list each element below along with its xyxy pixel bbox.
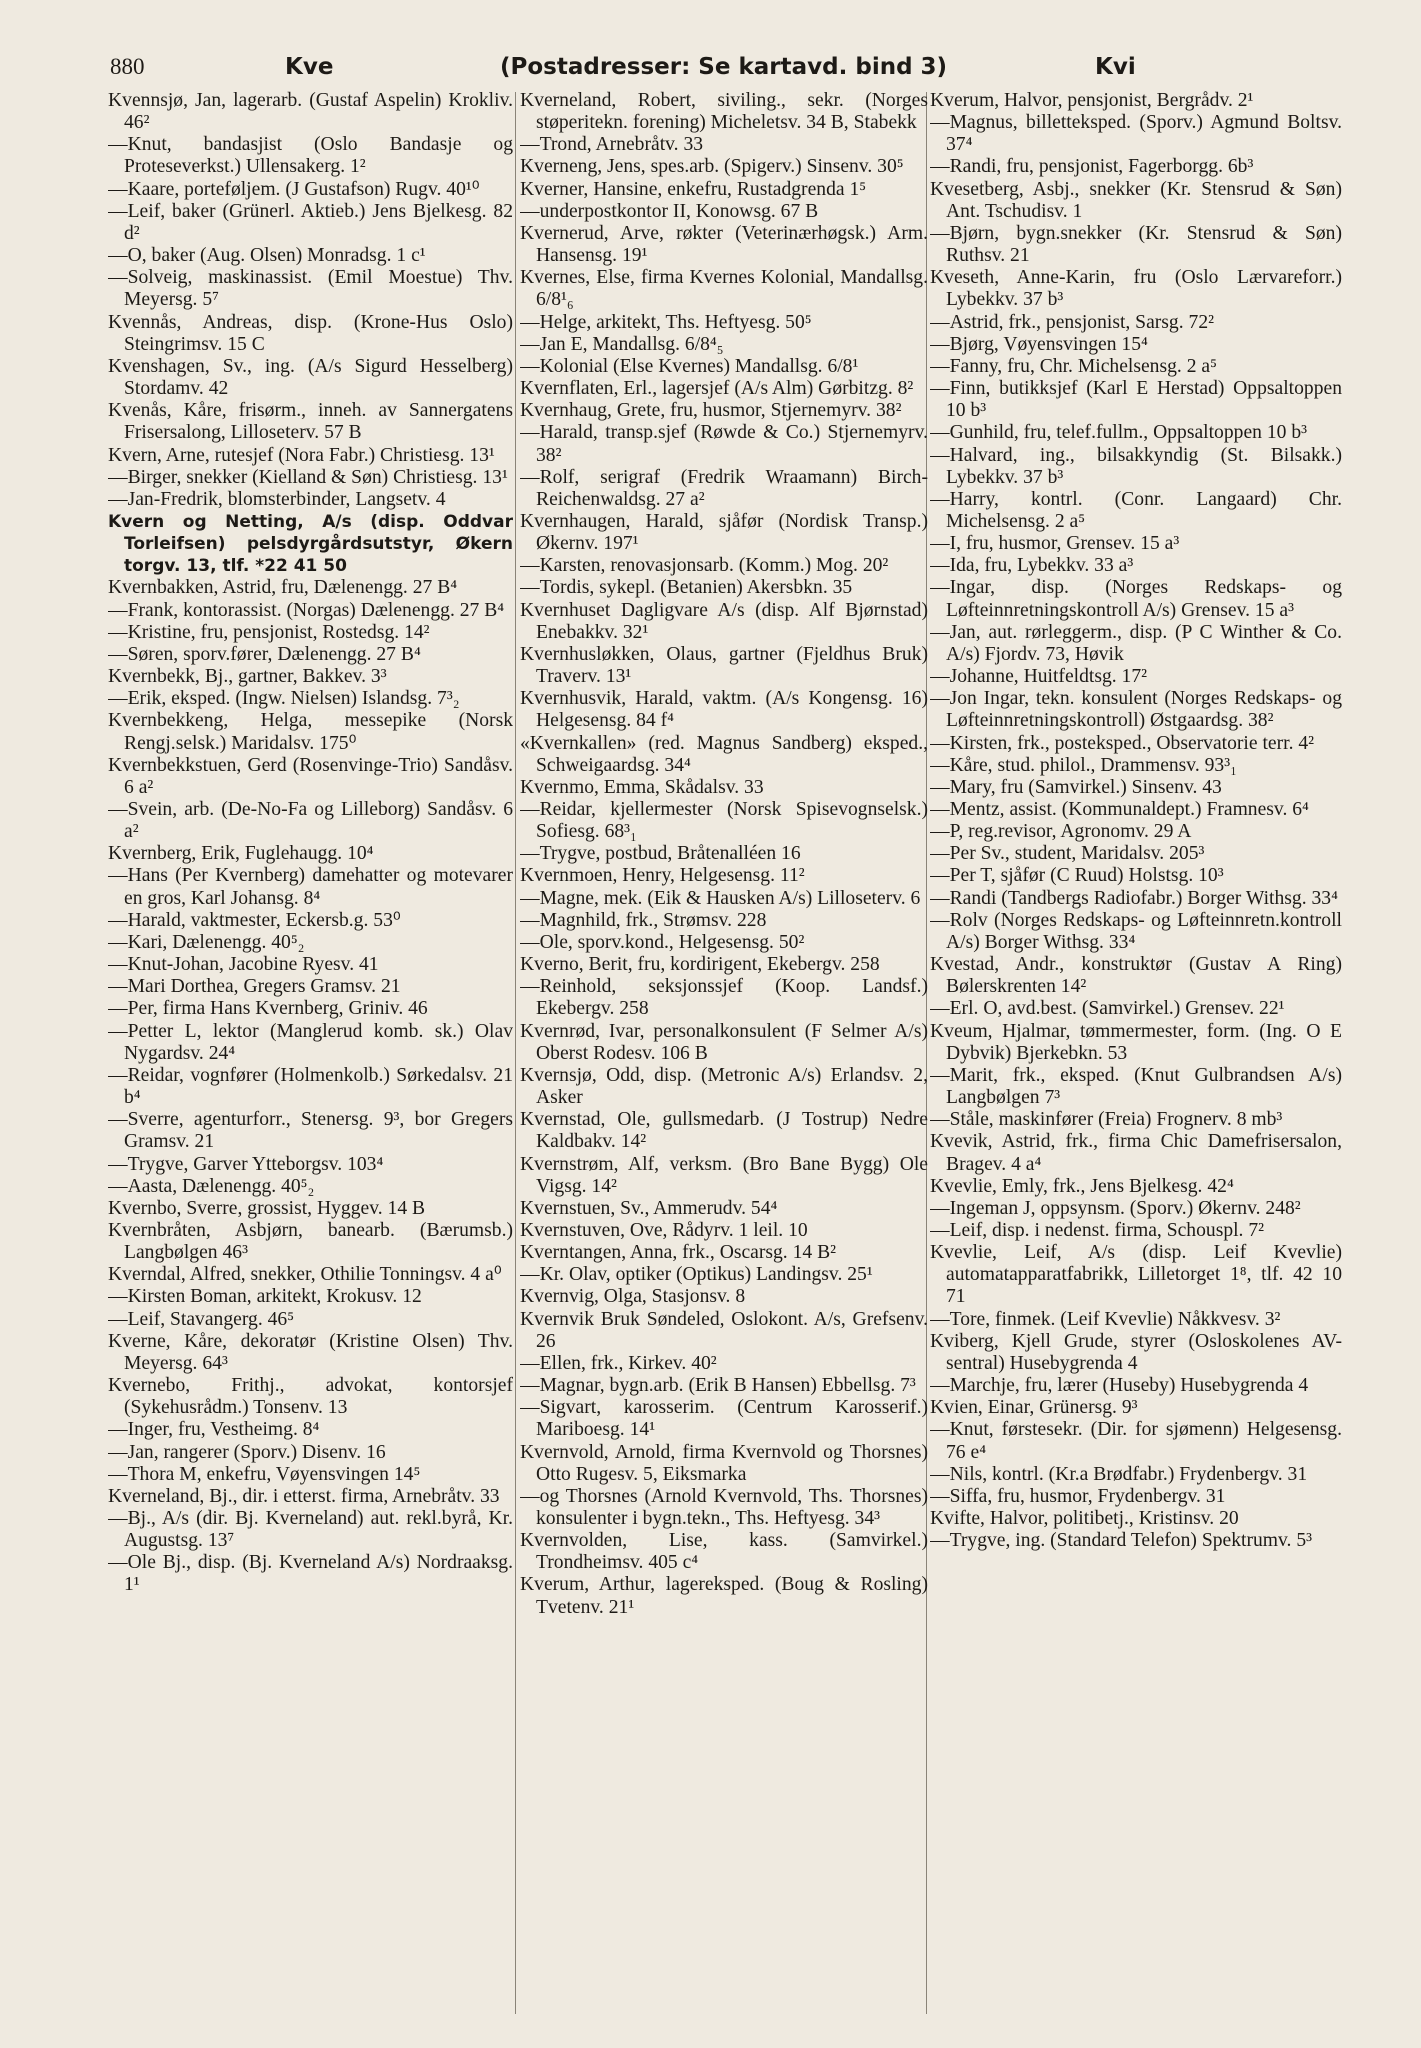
directory-entry: Kvernbo, Sverre, grossist, Hyggev. 14 B <box>108 1197 426 1219</box>
directory-entry: —Randi, fru, pensjonist, Fagerborgg. 6b³ <box>930 156 1254 178</box>
directory-entry: Kverno, Berit, fru, kordirigent, Ekebergv. 258 <box>520 954 880 976</box>
directory-entry: —Petter L, lektor (Manglerud komb. sk.) Olav Nygardsv. 24⁴ <box>108 1020 513 1064</box>
directory-entry: —Tore, finmek. (Leif Kvevlie) Nåkkvesv. 3² <box>930 1308 1281 1330</box>
directory-entry: —Reinhold, seksjonssjef (Koop. Landsf.) Ekebergv. 258 <box>520 976 928 1020</box>
directory-entry: —Nils, kontrl. (Kr.a Brødfabr.) Frydenbergv. 31 <box>930 1463 1308 1485</box>
directory-entry: Kveum, Hjalmar, tømmermester, form. (Ing. O E Dybvik) Bjerkebkn. 53 <box>930 1020 1342 1064</box>
directory-column-3 <box>930 90 1342 2020</box>
directory-entry: —Halvard, ing., bilsakkyndig (St. Bilsakk.) Lybekkv. 37 b³ <box>930 444 1342 488</box>
directory-entry: Kverneland, Robert, siviling., sekr. (Norges støperitekn. forening) Micheletsv. 34 B, Stabekk <box>520 90 928 134</box>
directory-entry: Kvernbakken, Astrid, fru, Dælenengg. 27 B⁴ <box>108 577 458 599</box>
directory-entry: Kvernstuen, Sv., Ammerudv. 54⁴ <box>520 1197 778 1219</box>
directory-entry: —Birger, snekker (Kielland & Søn) Christiesg. 13¹ <box>108 466 508 488</box>
directory-entry: —Søren, sporv.fører, Dælenengg. 27 B⁴ <box>108 643 421 665</box>
directory-entry: —Kaare, porteføljem. (J Gustafson) Rugv. 40¹⁰ <box>108 178 480 200</box>
directory-entry: —Magnus, billetteksped. (Sporv.) Agmund Boltsv. 37⁴ <box>930 112 1342 156</box>
directory-entry: —Kåre, stud. philol., Drammensv. 93³₁ <box>930 754 1237 776</box>
directory-entry: Kvernerud, Arve, røkter (Veterinærhøgsk.) Arm. Hansensg. 19¹ <box>520 222 928 267</box>
directory-entry: —Kristine, fru, pensjonist, Rostedsg. 14² <box>108 621 430 643</box>
directory-entry: Kvernebo, Frithj., advokat, kontorsjef (Sykehusrådm.) Tonsenv. 13 <box>108 1375 513 1419</box>
directory-entry: —Harry, kontrl. (Conr. Langaard) Chr. Michelsensg. 2 a⁵ <box>930 488 1342 532</box>
directory-entry: —Jon Ingar, tekn. konsulent (Norges Redskaps- og Løfteinnretningskontroll) Østgaardsg. 38² <box>930 688 1342 732</box>
directory-entry: —Trygve, Garver Ytteborgsv. 103⁴ <box>108 1153 384 1175</box>
directory-entry: Kvernvig, Olga, Stasjonsv. 8 <box>520 1286 746 1308</box>
directory-entry: Kvevlie, Emly, frk., Jens Bjelkesg. 42⁴ <box>930 1175 1234 1197</box>
directory-entry: —Knut-Johan, Jacobine Ryesv. 41 <box>108 954 379 976</box>
directory-entry: —Helge, arkitekt, Ths. Heftyesg. 50⁵ <box>520 311 812 333</box>
directory-entry: —underpostkontor II, Konowsg. 67 B <box>520 200 819 222</box>
directory-entry: Kviberg, Kjell Grude, styrer (Osloskolenes AV-sentral) Husebygrenda 4 <box>930 1330 1342 1374</box>
directory-entry: Kvernstrøm, Alf, verksm. (Bro Bane Bygg) Ole Vigsg. 14² <box>520 1153 928 1197</box>
directory-entry: —Rolf, serigraf (Fredrik Wraamann) Birch-Reichenwaldsg. 27 a² <box>520 466 928 510</box>
directory-entry: Kverum, Halvor, pensjonist, Bergrådv. 2¹ <box>930 90 1254 111</box>
directory-entry: Kvestad, Andr., konstruktør (Gustav A Ring) Bølerskrenten 14² <box>930 954 1342 998</box>
directory-entry: —Ståle, maskinfører (Freia) Frognerv. 8 mb³ <box>930 1109 1283 1131</box>
directory-entry: Kvernhusløkken, Olaus, gartner (Fjeldhus Bruk) Traverv. 13¹ <box>520 643 928 688</box>
directory-entry: —Randi (Tandbergs Radiofabr.) Borger Withsg. 33⁴ <box>930 887 1338 909</box>
directory-entry: Kverneng, Jens, spes.arb. (Spigerv.) Sinsenv. 30⁵ <box>520 156 904 178</box>
directory-column-2 <box>520 90 928 2020</box>
directory-entry: —Jan E, Mandallsg. 6/8⁴₅ <box>520 333 724 355</box>
directory-entry: Kvern og Netting, A/s (disp. Oddvar Torleifsen) pelsdyrgårdsutstyr, Økern torgv. 13, tlf. *22 41 50 <box>108 511 513 577</box>
directory-entry: —Kirsten Boman, arkitekt, Krokusv. 12 <box>108 1286 422 1308</box>
directory-entry: Kvernhaug, Grete, fru, husmor, Stjernemyrv. 38² <box>520 400 902 422</box>
directory-entry: —Aasta, Dælenengg. 40⁵₂ <box>108 1175 315 1197</box>
directory-entry: —Rolv (Norges Redskaps- og Løfteinnretn.kontroll A/s) Borger Withsg. 33⁴ <box>930 909 1342 953</box>
directory-entry: —Erl. O, avd.best. (Samvirkel.) Grensev. 22¹ <box>930 998 1285 1020</box>
directory-entry: —I, fru, husmor, Grensev. 15 a³ <box>930 533 1180 555</box>
directory-entry: —Thora M, enkefru, Vøyensvingen 14⁵ <box>108 1463 421 1485</box>
directory-entry: —Knut, bandasjist (Oslo Bandasje og Proteseverkst.) Ullensakerg. 1² <box>108 134 513 178</box>
directory-entry: —Magnhild, frk., Strømsv. 228 <box>520 909 767 931</box>
directory-entry: —Trond, Arnebråtv. 33 <box>520 134 704 156</box>
directory-entry: Kvernvold, Arnold, firma Kvernvold og Thorsnes) Otto Rugesv. 5, Eiksmarka <box>520 1441 928 1485</box>
directory-entry: Kverneland, Bj., dir. i etterst. firma, Arnebråtv. 33 <box>108 1485 500 1507</box>
directory-entry: —Bjørg, Vøyensvingen 15⁴ <box>930 333 1148 355</box>
directory-entry: —Hans (Per Kvernberg) damehatter og motevarer en gros, Karl Johansg. 8⁴ <box>108 865 513 909</box>
directory-entry: Kvernstuven, Ove, Rådyrv. 1 leil. 10 <box>520 1219 808 1241</box>
directory-entry: —Reidar, vognfører (Holmenkolb.) Sørkedalsv. 21 b⁴ <box>108 1064 513 1109</box>
directory-entry: —Sigvart, karosserim. (Centrum Karosserif.) Mariboesg. 14¹ <box>520 1397 928 1441</box>
directory-entry: Kvifte, Halvor, politibetj., Kristinsv. 20 <box>930 1508 1239 1529</box>
directory-entry: Kvernberg, Erik, Fuglehaugg. 10⁴ <box>108 843 374 865</box>
directory-entry: Kvevlie, Leif, A/s (disp. Leif Kvevlie) automatapparatfabrikk, Lilletorget 1⁸, tlf. 42 10 71 <box>930 1242 1342 1308</box>
directory-entry: —Tordis, sykepl. (Betanien) Akersbkn. 35 <box>520 577 853 599</box>
directory-entry: —Magne, mek. (Eik & Hausken A/s) Lilloseterv. 6 <box>520 887 921 909</box>
directory-entry: —Karsten, renovasjonsarb. (Komm.) Mog. 20² <box>520 555 889 577</box>
directory-entry: —Mentz, assist. (Kommunaldept.) Framnesv. 6⁴ <box>930 799 1309 820</box>
directory-entry: —Marchje, fru, lærer (Huseby) Husebygrenda 4 <box>930 1375 1309 1397</box>
header-center-note: (Postadresser: Se kartavd. bind 3) <box>500 54 948 80</box>
directory-entry: —P, reg.revisor, Agronomv. 29 A <box>930 821 1192 843</box>
directory-entry: —Trygve, ing. (Standard Telefon) Spektrumv. 5³ <box>930 1530 1313 1552</box>
directory-entry: —Sverre, agenturforr., Stenersg. 9³, bor Gregers Gramsv. 21 <box>108 1109 513 1153</box>
directory-entry: —O, baker (Aug. Olsen) Monradsg. 1 c¹ <box>108 245 426 267</box>
directory-entry: —Ole Bj., disp. (Bj. Kverneland A/s) Nordraaksg. 1¹ <box>108 1552 513 1596</box>
directory-entry: Kvevik, Astrid, frk., firma Chic Damefrisersalon, Bragev. 4 a⁴ <box>930 1131 1342 1175</box>
directory-entry: —Per, firma Hans Kvernberg, Griniv. 46 <box>108 998 428 1020</box>
directory-entry: Kvernbekkeng, Helga, messepike (Norsk Rengj.selsk.) Maridalsv. 175⁰ <box>108 710 513 754</box>
directory-entry: —Reidar, kjellermester (Norsk Spisevognselsk.) Sofiesg. 68³₁ <box>520 799 928 843</box>
directory-entry: —Bj., A/s (dir. Bj. Kverneland) aut. rekl.byrå, Kr. Augustsg. 13⁷ <box>108 1508 513 1552</box>
directory-entry: —Per T, sjåfør (C Ruud) Holstsg. 10³ <box>930 865 1224 887</box>
directory-entry: —Kr. Olav, optiker (Optikus) Landingsv. 25¹ <box>520 1264 873 1286</box>
directory-entry: —og Thorsnes (Arnold Kvernvold, Ths. Thorsnes) konsulenter i bygn.tekn., Ths. Heftyesg. 34³ <box>520 1485 928 1529</box>
directory-entry: Kvernbekkstuen, Gerd (Rosenvinge-Trio) Sandåsv. 6 a² <box>108 754 513 798</box>
column-divider <box>515 92 516 2014</box>
header-right-word: Kvi <box>1095 54 1136 80</box>
directory-entry: —Magnar, bygn.arb. (Erik B Hansen) Ebbellsg. 7³ <box>520 1375 916 1397</box>
directory-entry: —Jan-Fredrik, blomsterbinder, Langsetv. 4 <box>108 488 446 510</box>
directory-entry: —Jan, aut. rørleggerm., disp. (P C Winther & Co. A/s) Fjordv. 73, Høvik <box>930 621 1342 665</box>
directory-entry: Kvennsjø, Jan, lagerarb. (Gustaf Aspelin) Krokliv. 46² <box>108 90 513 134</box>
directory-entry: —Harald, vaktmester, Eckersb.g. 53⁰ <box>108 909 401 931</box>
directory-entry: Kverntangen, Anna, frk., Oscarsg. 14 B² <box>520 1242 837 1264</box>
directory-entry: Kvernbråten, Asbjørn, banearb. (Bærumsb.) Langbølgen 46³ <box>108 1219 513 1264</box>
page-number: 880 <box>110 54 145 79</box>
directory-entry: —Inger, fru, Vestheimg. 8⁴ <box>108 1419 320 1441</box>
directory-entry: Kvesetberg, Asbj., snekker (Kr. Stensrud & Søn) Ant. Tschudisv. 1 <box>930 178 1342 222</box>
directory-entry: Kvien, Einar, Grünersg. 9³ <box>930 1397 1138 1419</box>
directory-entry: Kvern, Arne, rutesjef (Nora Fabr.) Christiesg. 13¹ <box>108 444 495 466</box>
directory-entry: —Finn, butikksjef (Karl E Herstad) Oppsaltoppen 10 b³ <box>930 378 1342 422</box>
directory-entry: Kvernflaten, Erl., lagersjef (A/s Alm) Gørbitzg. 8² <box>520 378 914 400</box>
directory-entry: —Trygve, postbud, Bråtenalléen 16 <box>520 843 801 865</box>
page-header <box>110 46 1350 88</box>
directory-entry: Kvennås, Andreas, disp. (Krone-Hus Oslo) Steingrimsv. 15 C <box>108 311 513 355</box>
directory-entry: Kverne, Kåre, dekoratør (Kristine Olsen) Thv. Meyersg. 64³ <box>108 1330 513 1374</box>
directory-entry: —Knut, førstesekr. (Dir. for sjømenn) Helgesensg. 76 e⁴ <box>930 1419 1342 1463</box>
directory-entry: —Marit, frk., eksped. (Knut Gulbrandsen A/s) Langbølgen 7³ <box>930 1064 1342 1109</box>
directory-entry: —Leif, Stavangerg. 46⁵ <box>108 1308 295 1330</box>
directory-entry: —Siffa, fru, husmor, Frydenbergv. 31 <box>930 1485 1226 1507</box>
directory-entry: —Mari Dorthea, Gregers Gramsv. 21 <box>108 976 401 998</box>
directory-entry: Kvernhaugen, Harald, sjåfør (Nordisk Transp.) Økernv. 197¹ <box>520 510 928 555</box>
directory-entry: —Erik, eksped. (Ingw. Nielsen) Islandsg. 7³₂ <box>108 688 460 710</box>
directory-entry: Kvenshagen, Sv., ing. (A/s Sigurd Hesselberg) Stordamv. 42 <box>108 355 513 400</box>
directory-entry: Kverum, Arthur, lagereksped. (Boug & Rosling) Tvetenv. 21¹ <box>520 1574 928 1618</box>
directory-entry: —Astrid, frk., pensjonist, Sarsg. 72² <box>930 311 1214 333</box>
directory-entry: —Harald, transp.sjef (Røwde & Co.) Stjernemyrv. 38² <box>520 422 928 466</box>
directory-entry: —Jan, rangerer (Sporv.) Disenv. 16 <box>108 1441 386 1463</box>
directory-entry: Kvernvik Bruk Søndeled, Oslokont. A/s, Grefsenv. 26 <box>520 1308 928 1352</box>
directory-entry: —Ingar, disp. (Norges Redskaps- og Løfteinnretningskontroll A/s) Grensev. 15 a³ <box>930 577 1342 621</box>
directory-entry: Kvernvolden, Lise, kass. (Samvirkel.) Trondheimsv. 405 c⁴ <box>520 1530 928 1574</box>
directory-entry: —Leif, baker (Grünerl. Aktieb.) Jens Bjelkesg. 82 d² <box>108 200 513 244</box>
directory-entry: Kvernstad, Ole, gullsmedarb. (J Tostrup) Nedre Kaldbakv. 14² <box>520 1109 928 1153</box>
directory-entry: —Ellen, frk., Kirkev. 40² <box>520 1352 717 1374</box>
directory-entry: —Svein, arb. (De-No-Fa og Lilleborg) Sandåsv. 6 a² <box>108 799 513 843</box>
directory-entry: —Per Sv., student, Maridalsv. 205³ <box>930 843 1205 865</box>
header-left-word: Kve <box>285 54 334 80</box>
directory-entry: —Solveig, maskinassist. (Emil Moestue) Thv. Meyersg. 5⁷ <box>108 267 513 311</box>
directory-entry: —Ingeman J, oppsynsm. (Sporv.) Økernv. 248² <box>930 1197 1301 1219</box>
directory-entry: —Frank, kontorassist. (Norgas) Dælenengg. 27 B⁴ <box>108 599 505 621</box>
directory-entry: —Ole, sporv.kond., Helgesensg. 50² <box>520 931 805 953</box>
directory-entry: —Leif, disp. i nedenst. firma, Schouspl. 7² <box>930 1219 1265 1241</box>
directory-entry: Kvernmo, Emma, Skådalsv. 33 <box>520 776 764 798</box>
directory-entry: —Mary, fru (Samvirkel.) Sinsenv. 43 <box>930 776 1222 798</box>
directory-column-1 <box>108 90 513 2020</box>
directory-entry: Kvernhuset Dagligvare A/s (disp. Alf Bjørnstad) Enebakkv. 32¹ <box>520 599 928 643</box>
directory-entry: —Gunhild, fru, telef.fullm., Oppsaltoppen 10 b³ <box>930 422 1308 444</box>
directory-entry: —Ida, fru, Lybekkv. 33 a³ <box>930 555 1134 577</box>
directory-entry: —Kolonial (Else Kvernes) Mandallsg. 6/8¹ <box>520 355 859 377</box>
directory-entry: —Kari, Dælenengg. 40⁵₂ <box>108 931 305 953</box>
directory-entry: Kverner, Hansine, enkefru, Rustadgrenda 1⁵ <box>520 178 867 200</box>
directory-entry: —Bjørn, bygn.snekker (Kr. Stensrud & Søn) Ruthsv. 21 <box>930 222 1342 267</box>
directory-entry: Kveseth, Anne-Karin, fru (Oslo Lærvareforr.) Lybekkv. 37 b³ <box>930 267 1342 311</box>
directory-entry: «Kvernkallen» (red. Magnus Sandberg) eksped., Schweigaardsg. 34⁴ <box>520 732 928 776</box>
directory-entry: —Fanny, fru, Chr. Michelsensg. 2 a⁵ <box>930 355 1217 377</box>
directory-entry: Kverndal, Alfred, snekker, Othilie Tonningsv. 4 a⁰ <box>108 1264 502 1286</box>
directory-entry: Kvernbekk, Bj., gartner, Bakkev. 3³ <box>108 666 387 688</box>
directory-entry: —Kirsten, frk., posteksped., Observatorie terr. 4² <box>930 732 1315 754</box>
directory-entry: Kvernhusvik, Harald, vaktm. (A/s Kongensg. 16) Helgesensg. 84 f⁴ <box>520 688 928 732</box>
directory-entry: Kvernes, Else, firma Kvernes Kolonial, Mandallsg. 6/8¹₆ <box>520 267 928 311</box>
directory-entry: —Johanne, Huitfeldtsg. 17² <box>930 666 1148 688</box>
directory-entry: Kvenås, Kåre, frisørm., inneh. av Sannergatens Frisersalong, Lilloseterv. 57 B <box>108 400 513 444</box>
directory-entry: Kvernrød, Ivar, personalkonsulent (F Selmer A/s) Oberst Rodesv. 106 B <box>520 1020 928 1064</box>
directory-entry: Kvernsjø, Odd, disp. (Metronic A/s) Erlandsv. 2, Asker <box>520 1064 928 1109</box>
directory-entry: Kvernmoen, Henry, Helgesensg. 11² <box>520 865 805 887</box>
